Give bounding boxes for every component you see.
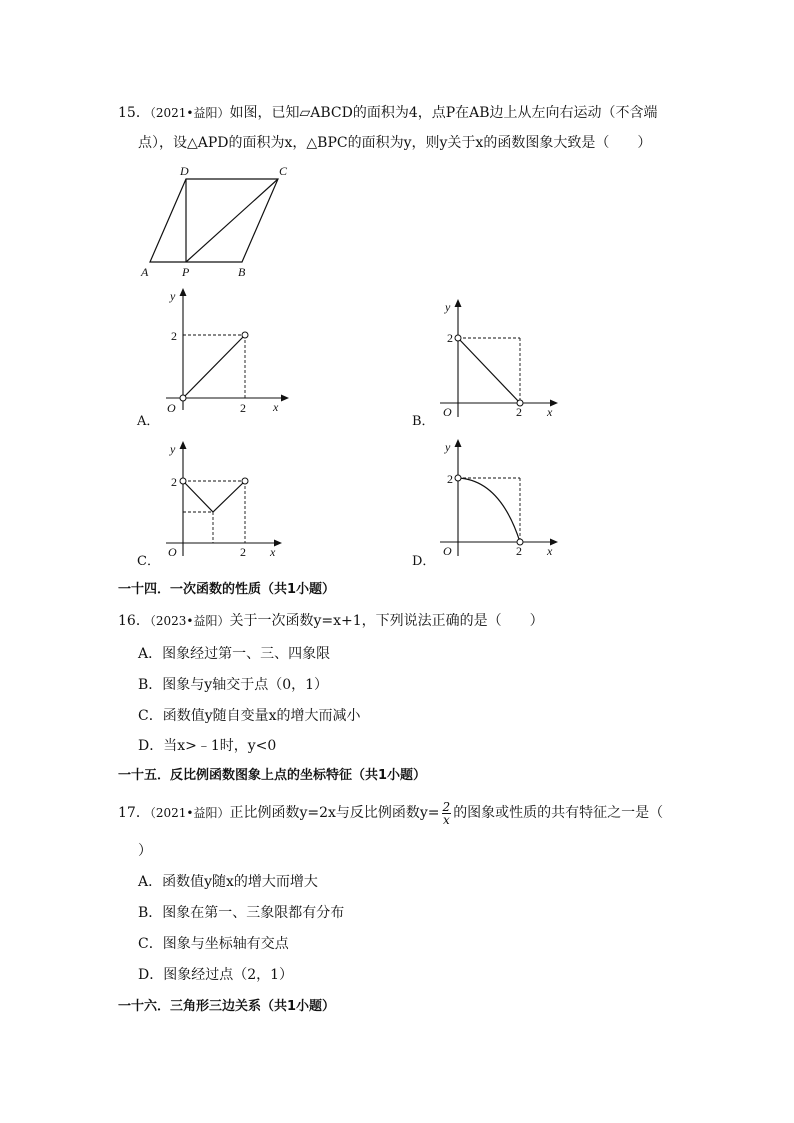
q17-text-a: 正比例函数y=2x与反比例函数y= xyxy=(229,805,440,821)
q16-source: （2023•益阳） xyxy=(149,614,230,628)
q15-c-axis-y: y xyxy=(170,442,176,456)
q15-source: （2021•益阳） xyxy=(149,106,230,120)
q17-option-d[interactable]: D．图象经过点（2，1） xyxy=(138,967,294,983)
q15-a-origin: O xyxy=(167,401,176,415)
q15-option-d-label[interactable]: D． xyxy=(412,554,436,569)
section-heading-16: 一十六．三角形三边关系（共1小题） xyxy=(118,999,336,1014)
q16-text: 关于一次函数y=x+1，下列说法正确的是（ ） xyxy=(229,613,544,629)
q17-option-a[interactable]: A．函数值y随x的增大而增大 xyxy=(138,874,318,890)
label-C: C xyxy=(279,164,288,178)
q17-fraction xyxy=(442,801,452,826)
section-heading-15: 一十五．反比例函数图象上点的坐标特征（共1小题） xyxy=(118,768,427,783)
q15-text-2: 点），设△APD的面积为x，△BPC的面积为y，则y关于x的函数图象大致是（ ） xyxy=(138,135,652,151)
q15-option-a-label[interactable]: A． xyxy=(137,414,160,429)
q15-d-tick-x: 2 xyxy=(516,544,522,558)
label-D: D xyxy=(180,164,189,178)
q15-d-tick-y: 2 xyxy=(447,472,453,486)
q15-b-tick-y: 2 xyxy=(447,331,453,345)
q15-b-tick-x: 2 xyxy=(516,405,522,419)
q16-option-a[interactable]: A．图象经过第一、三、四象限 xyxy=(138,646,331,662)
q15-b-origin: O xyxy=(443,405,452,419)
section-heading-14: 一十四．一次函数的性质（共1小题） xyxy=(118,582,336,597)
label-A: A xyxy=(141,265,149,279)
q16-number: 16． xyxy=(118,613,150,629)
q15-c-origin: O xyxy=(168,545,177,559)
q15-b-axis-x: x xyxy=(547,405,553,419)
q15-a-tick-y: 2 xyxy=(171,329,177,343)
q15-d-axis-y: y xyxy=(445,440,451,454)
q17-stem-line2: ） xyxy=(138,843,152,859)
q17-fraction-den: x xyxy=(442,812,450,827)
q15-c-axis-x: x xyxy=(270,545,276,559)
q16-option-c[interactable]: C．函数值y随自变量x的增大而减小 xyxy=(138,708,361,724)
q15-d-origin: O xyxy=(443,544,452,558)
q16-stem xyxy=(118,612,544,630)
q17-stem-line1 xyxy=(118,800,663,826)
label-P: P xyxy=(182,265,190,279)
q17-source: （2021•益阳） xyxy=(149,806,230,820)
q15-text-1: 如图，已知▱ABCD的面积为4，点P在AB边上从左向右运动（不含端 xyxy=(229,105,658,121)
q15-c-tick-x: 2 xyxy=(240,545,246,559)
q15-c-tick-y: 2 xyxy=(171,475,177,489)
label-B: B xyxy=(238,265,246,279)
q17-option-b[interactable]: B．图象在第一、三象限都有分布 xyxy=(138,905,345,921)
q15-a-axis-y: y xyxy=(170,289,176,303)
q16-option-d[interactable]: D．当x>﹣1时，y<0 xyxy=(138,738,277,754)
q17-number: 17． xyxy=(118,805,150,821)
q15-number: 15． xyxy=(118,105,150,121)
q17-option-c[interactable]: C．图象与坐标轴有交点 xyxy=(138,936,289,952)
q15-b-axis-y: y xyxy=(445,300,451,314)
q15-a-axis-x: x xyxy=(273,400,279,414)
q17-text-b: 的图象或性质的共有特征之一是（ xyxy=(453,805,664,821)
q15-option-b-label[interactable]: B． xyxy=(412,414,435,429)
q15-option-c-label[interactable]: C． xyxy=(137,554,160,569)
q15-d-axis-x: x xyxy=(547,544,553,558)
q16-option-b[interactable]: B．图象与y轴交于点（0，1） xyxy=(138,677,329,693)
q15-a-tick-x: 2 xyxy=(240,401,246,415)
q17-fraction-num: 2 xyxy=(442,799,451,814)
